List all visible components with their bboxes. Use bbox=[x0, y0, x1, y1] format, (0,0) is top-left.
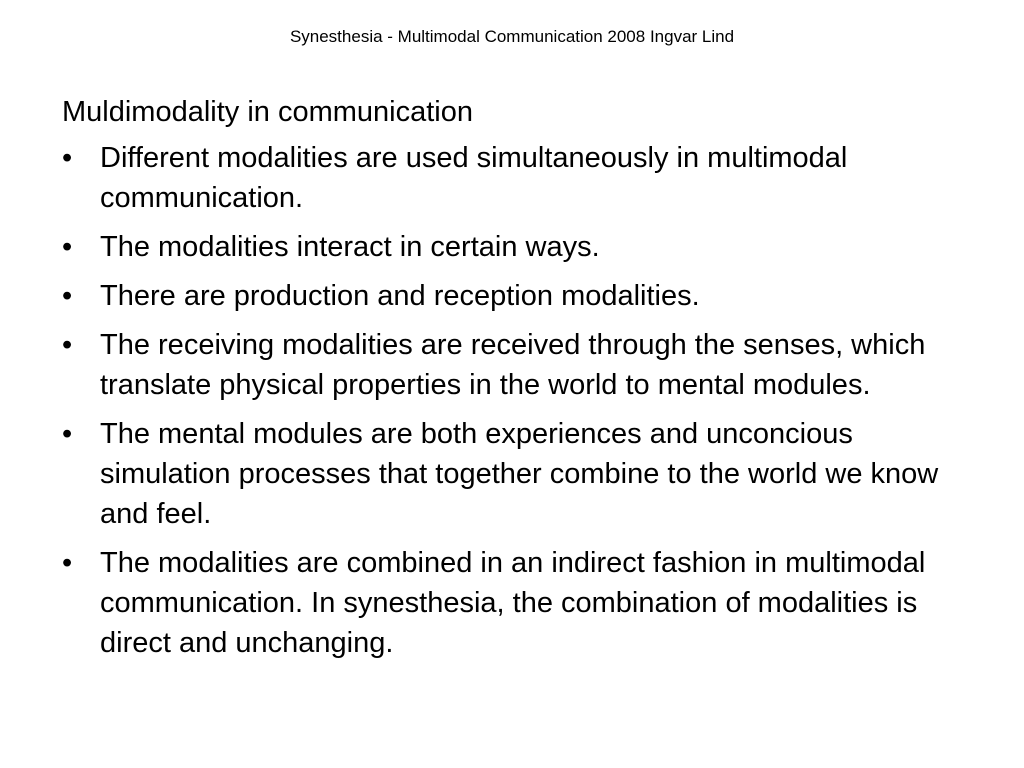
bullet-icon: • bbox=[62, 280, 73, 312]
bullet-icon: • bbox=[62, 329, 73, 361]
bullet-item bbox=[62, 276, 962, 316]
bullet-text: The mental modules are both experiences and unconcious simulation processes that together combine to the world we know and feel. bbox=[100, 418, 939, 530]
bullet-text: The receiving modalities are received through the senses, which translate physical properties in the world to mental modules. bbox=[100, 329, 926, 401]
bullet-icon: • bbox=[62, 142, 73, 174]
bullet-item bbox=[62, 138, 962, 218]
bullet-text: The modalities interact in certain ways. bbox=[100, 231, 600, 263]
bullet-text: Different modalities are used simultaneously in multimodal communication. bbox=[100, 142, 848, 214]
bullet-icon: • bbox=[62, 547, 73, 579]
slide-header: Synesthesia - Multimodal Communication 2008 Ingvar Lind bbox=[289, 27, 735, 46]
bullet-item bbox=[62, 414, 962, 534]
slide-body bbox=[62, 92, 962, 672]
bullet-text: There are production and reception modalities. bbox=[100, 280, 700, 312]
bullet-item bbox=[62, 227, 962, 267]
bullet-icon: • bbox=[62, 418, 73, 450]
slide-heading: Muldimodality in communication bbox=[62, 96, 473, 128]
bullet-text: The modalities are combined in an indirect fashion in multimodal communication. In synesthesia, the combination of modalities is direct and unchanging. bbox=[100, 547, 926, 659]
bullet-item bbox=[62, 325, 962, 405]
bullet-list bbox=[62, 138, 962, 663]
bullet-item bbox=[62, 543, 962, 663]
bullet-icon: • bbox=[62, 231, 73, 263]
